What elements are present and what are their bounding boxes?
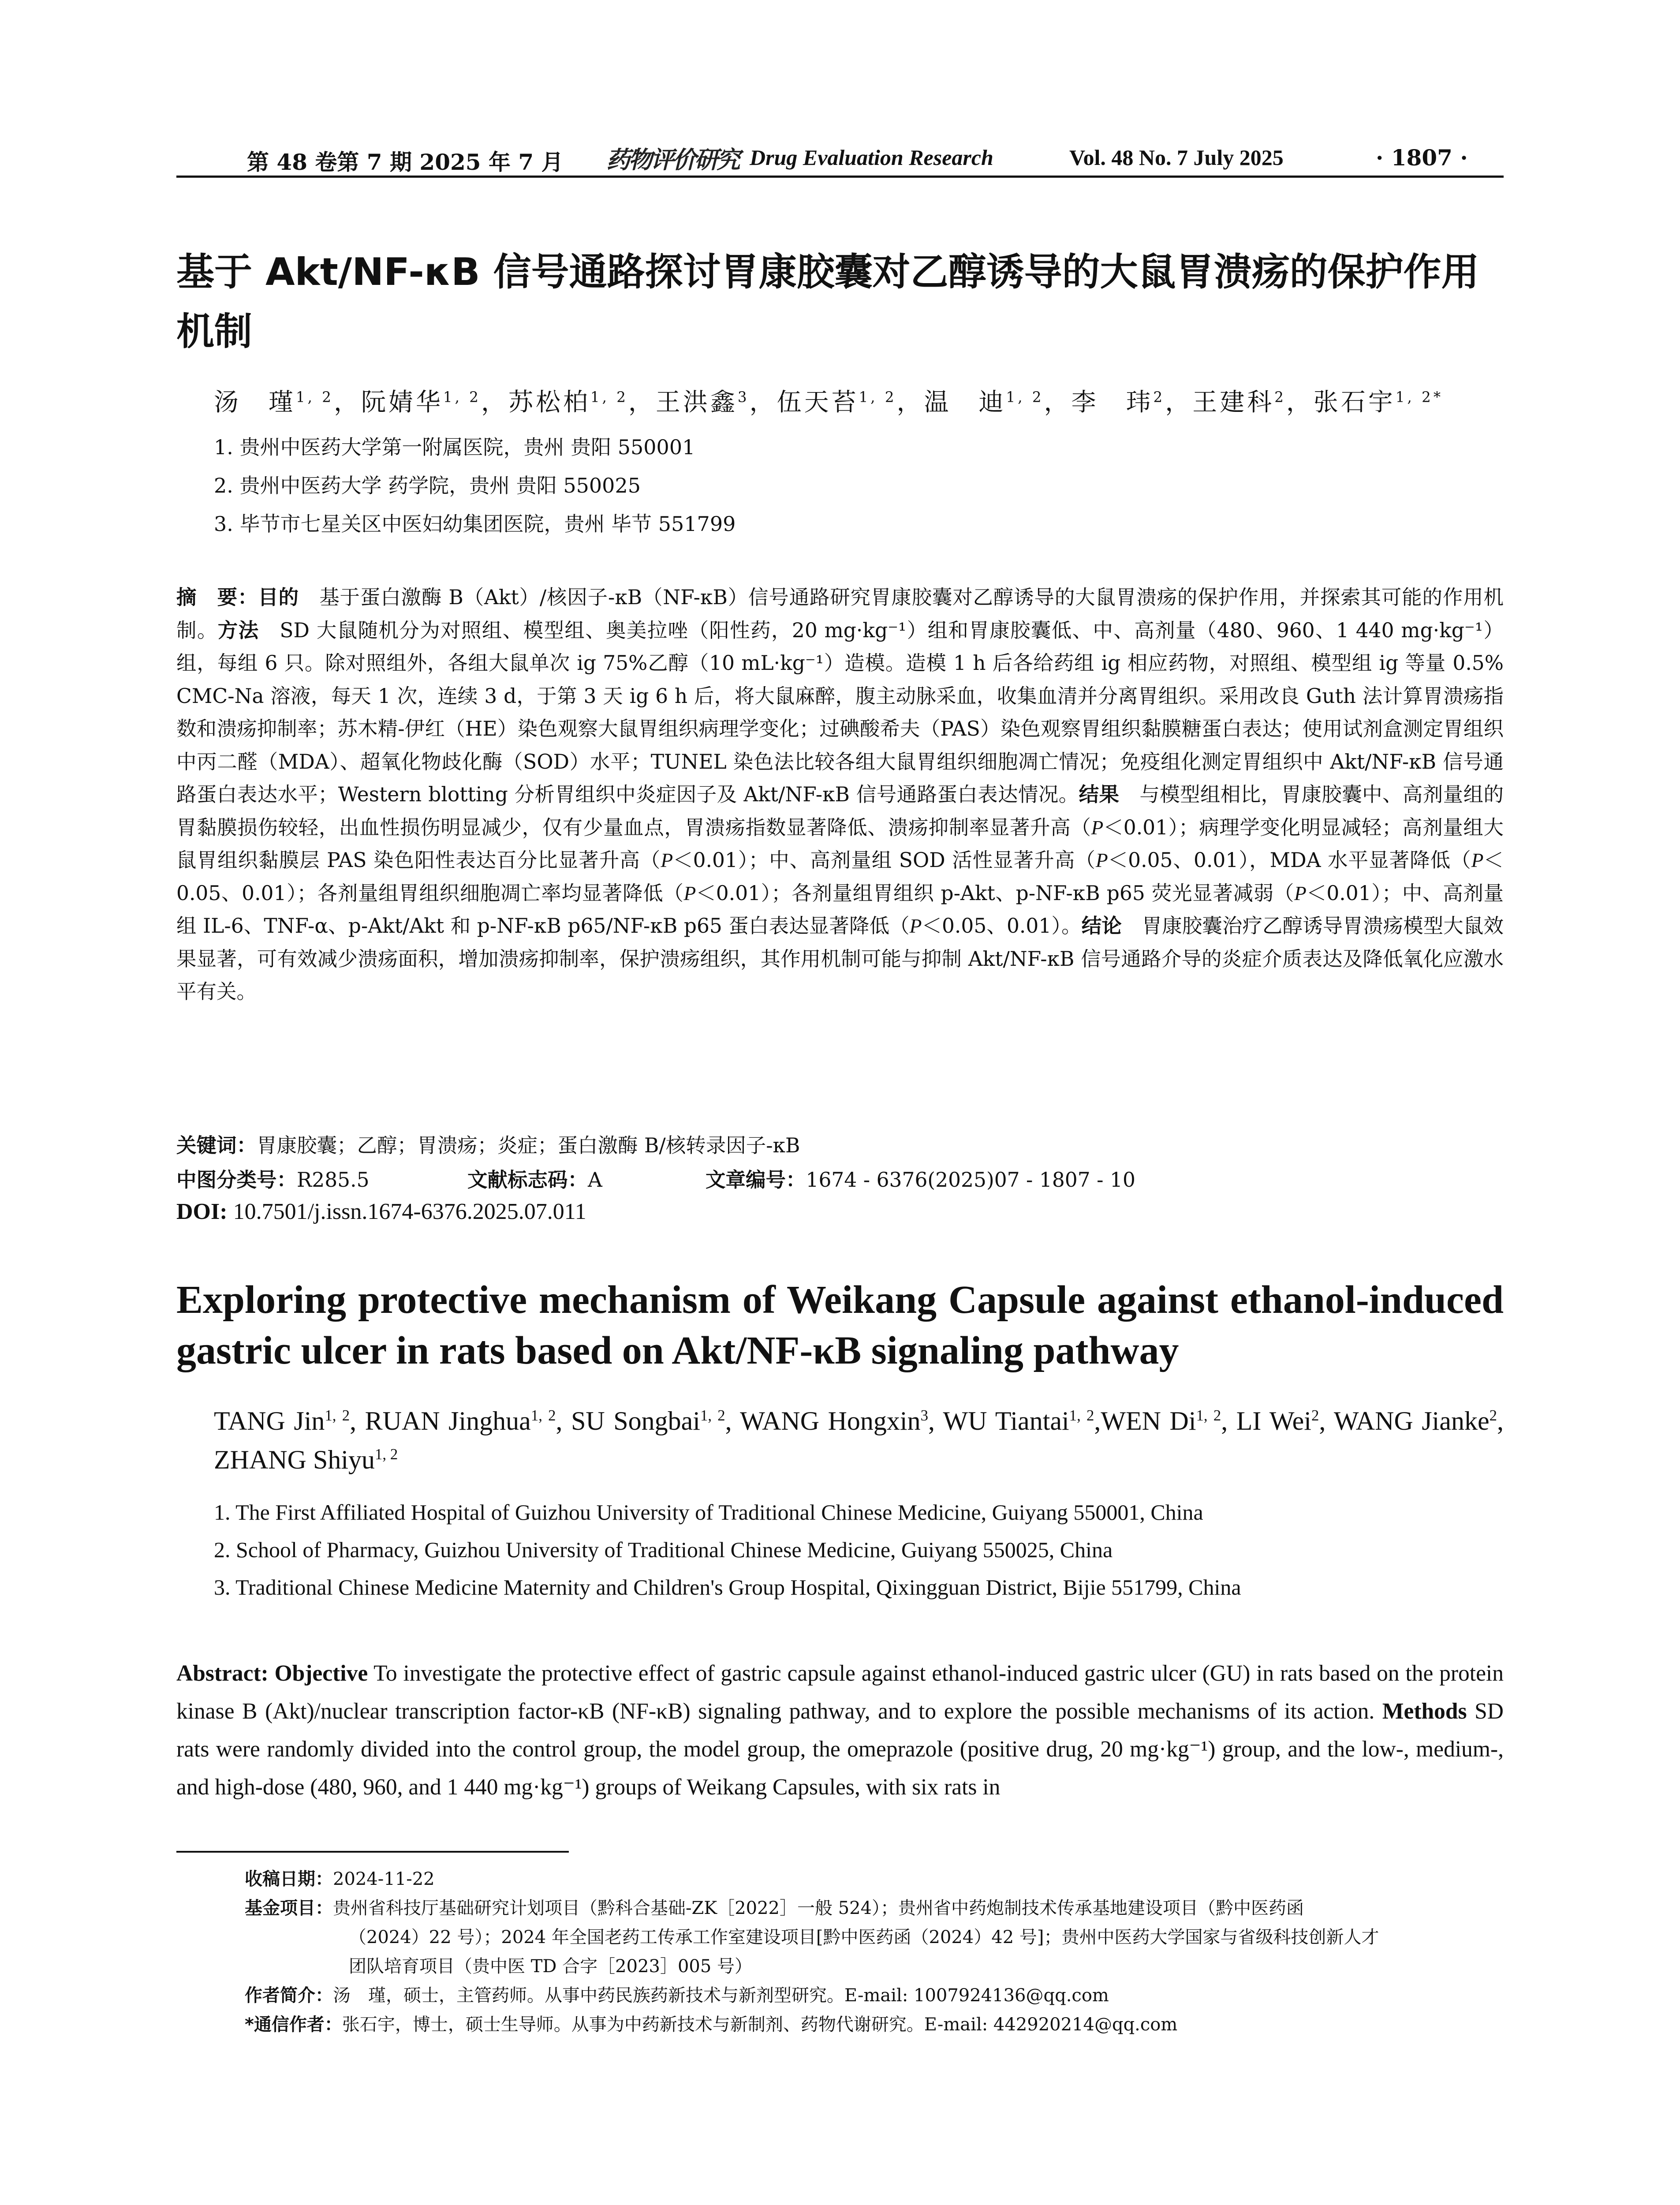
en-author-affiliation-mark: 3 [920,1407,929,1424]
cn-abstract-objective: 基于蛋白激酶 B（Akt）/核因子-κB（NF-κB）信号通路研究胃康胶囊对乙醇诱导的大鼠胃溃疡的保护作用，并探索其可能的作用机制。 [176,586,1504,642]
keywords-text: 胃康胶囊；乙醇；胃溃疡；炎症；蛋白激酶 B/核转录因子-κB [257,1134,800,1157]
en-author: WU Tiantai [943,1406,1069,1435]
doc-code-label: 文献标志码： [467,1168,588,1192]
cn-keywords [176,1130,1504,1159]
cn-author-affiliation-mark: 2 [1274,389,1286,406]
en-author: WANG Jianke [1333,1406,1490,1435]
en-abstract-label: Abstract: Objective [176,1661,368,1686]
en-author: RUAN Jinghua [365,1406,531,1435]
cn-author-affiliation-mark: 1, 2 [1006,389,1044,406]
en-abstract [176,1655,1504,1806]
cn-abstract-conclusion-heading: 结论 [1081,914,1122,938]
cn-author: 张石宇 [1313,388,1396,417]
en-author-affiliation-mark: 2 [1489,1407,1497,1424]
en-author-affiliation-mark: 1, 2 [325,1407,350,1424]
journal-name-en: Drug Evaluation Research [750,145,993,170]
cn-abstract-objective-heading: 目的 [258,586,299,609]
cn-title-line2: 机制 [176,310,252,354]
cn-author-affiliation-mark: 1, 2 [443,389,481,406]
article-no-value: 1674 - 6376(2025)07 - 1807 - 10 [806,1168,1135,1192]
en-abstract-objective: To investigate the protective effect of gastric capsule against ethanol-induced gastric ulcer (GU) in rats based on the protein kinase B (Akt)/nuclear transcription factor-κB (NF-κB) signaling pathway, and to explore the possible mechanisms of its action. [176,1661,1504,1724]
issue-cn: 第 48 卷第 7 期 2025 年 7 月 [247,149,564,175]
cn-abstract-results-heading: 结果 [1079,783,1120,806]
footnotes [245,1865,1501,2039]
en-author-affiliation-mark: 1, 2 [700,1407,725,1424]
en-author-affiliation-mark: 1, 2 [375,1446,398,1463]
en-author-affiliation-mark: 1, 2 [530,1407,556,1424]
cn-author-affiliation-mark: 2 [1153,389,1165,406]
en-abstract-methods: SD rats were randomly divided into the control group, the model group, the omeprazole (positive drug, 20 mg·kg⁻¹) group, and the low-, medium-, and high-dose (480, 960, and 1 440 mg·kg⁻¹) groups of Weikang Capsules, with six rats in [176,1699,1504,1800]
cn-abstract-methods-heading: 方法 [217,618,259,642]
cn-title-line1: 基于 Akt/NF-κB 信号通路探讨胃康胶囊对乙醇诱导的大鼠胃溃疡的保护作用 [176,250,1479,294]
corresponding-author [245,2010,1501,2039]
en-affiliation-3: 3. Traditional Chinese Medicine Maternity and Children's Group Hospital, Qixingguan District, Bijie 551799, China [214,1575,1241,1600]
cn-author: 阮婧华 [361,388,443,417]
cn-affiliation-2: 2. 贵州中医药大学 药学院，贵州 贵阳 550025 [214,474,641,497]
en-author-list: TANG Jin$^{1, 2}$, RUAN Jinghua$^{1, 2}$, SU Songbai$^{1, 2}$, WANG Hongxin$^3$, WU Tiantai$^{1, 2}$,WEN Di$^{1, 2}$, LI Wei$^2$, WANG Jianke$^2$, ZHANG Shiyu$^{1, 2}$ [214,1406,1504,1474]
author-bio [245,1981,1501,2010]
received-value: 2024-11-22 [333,1869,435,1889]
issue-en: Vol. 48 No. 7 July 2025 [1069,145,1284,170]
cn-author-affiliation-mark: 1, 2* [1395,389,1444,406]
corresponding-label: *通信作者： [245,2014,342,2035]
cn-author-affiliation-mark: 1, 2 [590,389,628,406]
clc-label: 中图分类号： [176,1168,297,1192]
en-author: WANG Hongxin [740,1406,921,1435]
en-author: ZHANG Shiyu [214,1445,375,1474]
clc-value: R285.5 [297,1168,370,1192]
cn-abstract-conclusion: 胃康胶囊治疗乙醇诱导胃溃疡模型大鼠效果显著，可有效减少溃疡面积，增加溃疡抑制率，保护溃疡组织，其作用机制可能与抑制 Akt/NF-κB 信号通路介导的炎症介质表达及降低氧化应激水平有关。 [176,914,1504,1003]
cn-author: 温 迪 [924,388,1006,417]
cn-author: 汤 瑾 [214,388,296,417]
cn-affiliation-1: 1. 贵州中医药大学第一附属医院，贵州 贵阳 550001 [214,435,695,459]
doc-code-value: A [588,1168,602,1192]
cn-abstract-results: 与模型组相比，胃康胶囊中、高剂量组的胃黏膜损伤较轻，出血性损伤明显减少，仅有少量血点，胃溃疡指数显著降低、溃疡抑制率显著升高（P＜0.01）；病理学变化明显减轻；高剂量组大鼠胃组织黏膜层 PAS 染色阳性表达百分比显著升高（P＜0.01）；中、高剂量组 SOD 活性显著升高（P＜0.05、0.01），MDA 水平显著降低（P＜0.05、0.01）；各剂量组胃组织细胞凋亡率均显著降低（P＜0.01）；各剂量组胃组织 p-Akt、p-NF-κB p65 荧光显著减弱（P＜0.01）；中、高剂量组 IL-6、TNF-α、p-Akt/Akt 和 p-NF-κB p65/NF-κB p65 蛋白表达显著降低（P＜0.05、0.01）。 [176,783,1504,938]
author-bio-text: 汤 瑾，硕士，主管药师。从事中药民族药新技术与新剂型研究。E-mail: 1007924136@qq.com [333,1985,1109,2006]
cn-author: 王洪鑫 [655,388,738,417]
fund-info [245,1894,1501,1923]
cn-author: 王建科 [1192,388,1275,417]
cn-author-affiliation-mark: 3 [737,389,750,406]
en-affiliation-2: 2. School of Pharmacy, Guizhou University of Traditional Chinese Medicine, Guiyang 550025, China [214,1537,1113,1562]
cn-abstract-label: 摘 要： [176,586,258,609]
corresponding-text: 张石宇，博士，硕士生导师。从事为中药新技术与新制剂、药物代谢研究。E-mail: 442920214@qq.com [342,2014,1178,2035]
received-label: 收稿日期： [245,1869,333,1889]
cn-author: 苏松柏 [508,388,590,417]
cn-author-affiliation-mark: 1, 2 [296,389,334,406]
cn-author: 李 玮 [1071,388,1154,417]
fund-line-3: 团队培育项目（贵中医 TD 合字［2023］005 号） [349,1956,753,1977]
fund-line-1: 贵州省科技厅基础研究计划项目（黔科合基础-ZK［2022］一般 524）；贵州省中药炮制技术传承基地建设项目（黔中医药函 [333,1898,1304,1918]
en-abstract-methods-heading: Methods [1382,1699,1467,1724]
en-author: LI Wei [1236,1406,1311,1435]
page-number: · 1807 · [1376,145,1468,171]
author-bio-label: 作者简介： [245,1985,333,2006]
keywords-label: 关键词： [176,1134,257,1157]
fund-line-2: （2024）22 号）；2024 年全国老药工传承工作室建设项目[黔中医药函（2024）42 号]；贵州中医药大学国家与省级科技创新人才 [349,1927,1379,1947]
cn-affiliation-3: 3. 毕节市七星关区中医妇幼集团医院，贵州 毕节 551799 [214,512,736,536]
cn-title [176,243,1504,362]
en-author: TANG Jin [214,1406,325,1435]
en-author: SU Songbai [571,1406,700,1435]
en-author: WEN Di [1101,1406,1196,1435]
doi-value: 10.7501/j.issn.1674-6376.2025.07.011 [227,1199,586,1224]
cn-abstract [176,581,1504,1009]
article-no-label: 文章编号： [706,1168,806,1192]
en-affiliation-1: 1. The First Affiliated Hospital of Guizhou University of Traditional Chinese Medicine, Guiyang 550001, China [214,1500,1203,1525]
en-author-affiliation-mark: 1, 2 [1196,1407,1221,1424]
cn-author: 伍天苔 [777,388,859,417]
en-title: Exploring protective mechanism of Weikang Capsule against ethanol-induced gastric ulcer in rats based on Akt/NF-κB signaling pathway [176,1278,1504,1372]
footnote-rule [176,1851,569,1853]
running-header [176,140,1504,178]
cn-author-affiliation-mark: 1, 2 [859,389,897,406]
doi-label: DOI: [176,1199,228,1224]
received-date [245,1865,1501,1894]
en-author-affiliation-mark: 1, 2 [1069,1407,1094,1424]
fund-label: 基金项目： [245,1898,333,1918]
en-author-affiliation-mark: 2 [1311,1407,1319,1424]
cn-author-list: 汤 瑾$^{1, 2}$，阮婧华$^{1, 2}$，苏松柏$^{1, 2}$，王洪鑫$^3$，伍天苔$^{1, 2}$，温 迪$^{1, 2}$，李 玮$^2$，王建科$^2$，张石宇$^{1, 2*}$ [214,388,1444,417]
cn-abstract-methods: SD 大鼠随机分为对照组、模型组、奥美拉唑（阳性药，20 mg·kg⁻¹）组和胃康胶囊低、中、高剂量（480、960、1 440 mg·kg⁻¹）组，每组 6 只。除对照组外，各组大鼠单次 ig 75%乙醇（10 mL·kg⁻¹）造模。造模 1 h 后各给药组 ig 相应药物，对照组、模型组 ig 等量 0.5% CMC-Na 溶液，每天 1 次，连续 3 d，于第 3 天 ig 6 h 后，将大鼠麻醉，腹主动脉采血，收集血清并分离胃组织。采用改良 Guth 法计算胃溃疡指数和溃疡抑制率；苏木精-伊红（HE）染色观察大鼠胃组织病理学变化；过碘酸希夫（PAS）染色观察胃组织黏膜糖蛋白表达；使用试剂盒测定胃组织中丙二醛（MDA）、超氧化物歧化酶（SOD）水平；TUNEL 染色法比较各组大鼠胃组织细胞凋亡情况；免疫组化测定胃组织中 Akt/NF-κB 信号通路蛋白表达水平；Western blotting 分析胃组织中炎症因子及 Akt/NF-κB 信号通路蛋白表达情况。 [176,618,1504,806]
journal-logo: 药物评价研究 [606,146,739,174]
doi-line [176,1199,1504,1225]
classification-line [176,1164,1504,1193]
